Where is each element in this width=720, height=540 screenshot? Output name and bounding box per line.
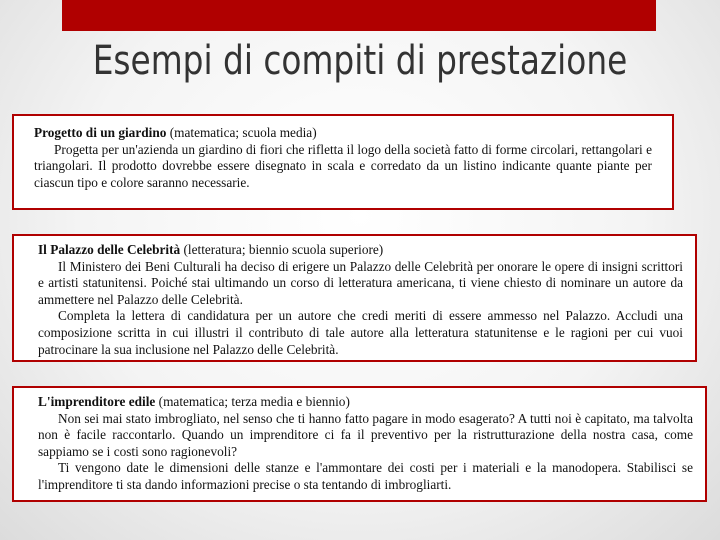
task-box-garden xyxy=(12,114,674,210)
task-context: (letteratura; biennio scuola superiore) xyxy=(180,242,384,257)
task-paragraph: Il Ministero dei Beni Culturali ha deciso di erigere un Palazzo delle Celebrità per onorare le opere di insigni scrittori e artisti statunitensi. Poiché stai ultimando un corso di letteratura americana, ti viene chiesto di nominare un autore da ammettere nel Palazzo delle Celebrità. xyxy=(38,258,683,307)
task-context: (matematica; scuola media) xyxy=(166,125,317,140)
task-heading xyxy=(38,394,693,411)
task-context: (matematica; terza media e biennio) xyxy=(155,394,350,409)
task-paragraph: Ti vengono date le dimensioni delle stanze e l'ammontare dei costi per i materiali e la manodopera. Stabilisci se l'imprenditore ti sta dando informazioni precise o sta tentando di imbrogliarti. xyxy=(38,460,693,492)
task-paragraph: Completa la lettera di candidatura per un autore che credi meriti di essere ammesso nel Palazzo. Accludi una composizione scritta in cui illustri il contributo di tale autore alla letteratura statunitense e le ragioni per cui vuoi patrocinare la sua inclusione nel Palazzo delle Celebrità. xyxy=(38,308,683,357)
task-box-contractor xyxy=(12,386,707,502)
task-name: Il Palazzo delle Celebrità xyxy=(38,242,181,257)
task-paragraph: Non sei mai stato imbrogliato, nel senso che ti hanno fatto pagare in modo esagerato? A tutti noi è capitato, ma talvolta non è facile raccontarlo. Quando un imprenditore ci fa il preventivo per la ristrutturazione della nostra casa, come sappiamo se i costi sono ragionevoli? xyxy=(38,410,693,459)
task-name: L'imprenditore edile xyxy=(38,394,156,409)
task-heading xyxy=(34,125,652,142)
task-name: Progetto di un giardino xyxy=(34,125,167,140)
task-paragraph: Progetta per un'azienda un giardino di fiori che rifletta il logo della società fatto di forme circolari, rettangolari e triangolari. Il prodotto dovrebbe essere disegnato in scala e corredato da un listino indicante quante piante per ciascun tipo e colore saranno necessarie. xyxy=(34,141,652,190)
task-heading xyxy=(38,242,683,259)
task-box-hall-of-fame xyxy=(12,234,697,362)
title-accent-bar xyxy=(62,0,656,31)
slide-title: Esempi di compiti di prestazione xyxy=(92,38,628,84)
